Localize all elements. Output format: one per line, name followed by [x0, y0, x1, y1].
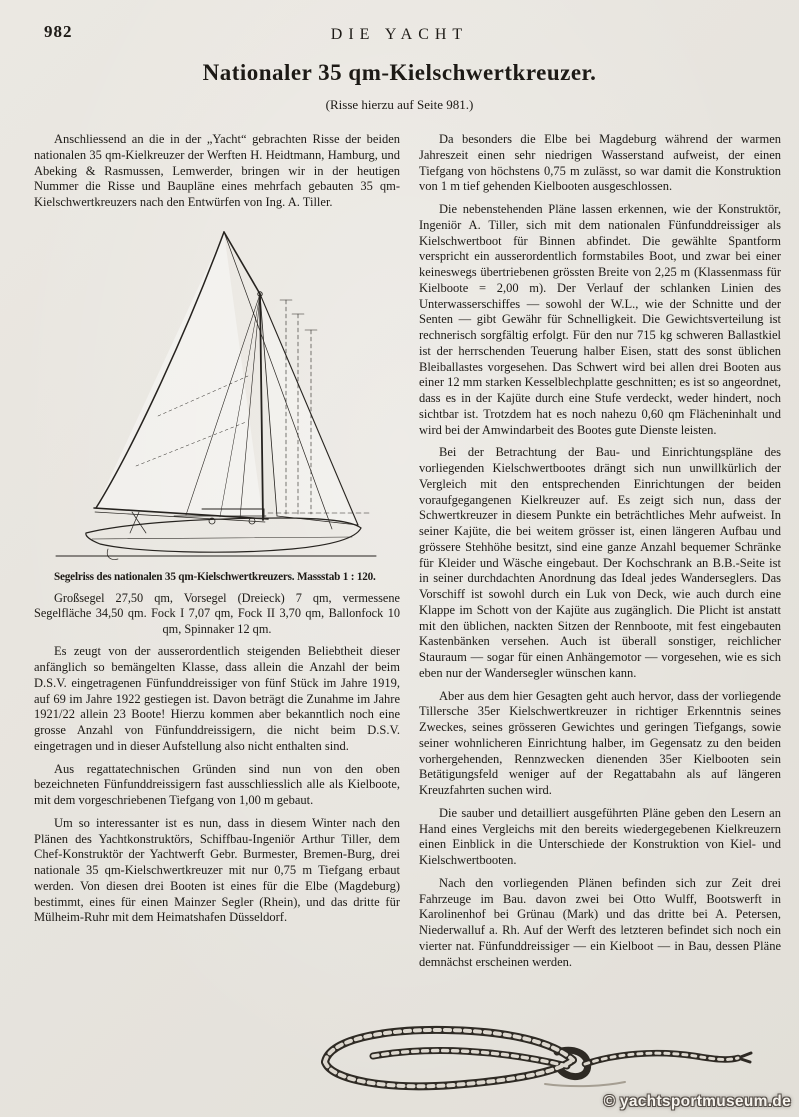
rope-knot-icon [295, 1022, 775, 1102]
sailplan-figure [34, 218, 400, 564]
sailplan-drawing-icon [34, 218, 400, 564]
body-paragraph: Die nebenstehenden Pläne lassen erkennen, wie der Konstruktör, Ingeniör A. Tiller, sich mit dem nationalen Fünfunddreissiger als Kielschwertboot für Binnen abfindet. Die gewählte Spantform verspricht ein ausserordentlich formstabiles Boot, und zwar bei einer keineswegs übertriebenen grössten Breite von 2,25 m (Klassenmass für Kielboote = 2,00 m). Der Verlauf der schlanken Linien des Unterwasserschiffes — sowohl der W.L., wie der Schnitte und der Senten — gibt Gewähr für Schnelligkeit. Die Gewichtsverteilung ist rechnerisch sorgfältig erfolgt. Für den nur 715 kg schweren Ballastkiel ist der herrschenden Teuerung halber Eisen, statt des sonst üblichen Bleiballastes vorgesehen. Das Schwert wird bei allen drei Booten aus einer 12 mm starken Kesselblechplatte geschnitten; es ist so angeordnet, dass es in der Kajüte durch eine Stufe verdeckt, weder hindert, noch sichtbar ist. Trotzdem hat es noch nahezu 0,60 qm Flächeninhalt und wird bei der Amwindarbeit des Bootes gute Dienste leisten. [419, 202, 781, 437]
body-paragraph: Aus regattatechnischen Gründen sind nun von den oben bezeichneten Fünfunddreissigern fast ausschliesslich alle als Kielboote, mit dem vorgeschriebenen Tiefgang von 1,00 m gebaut. [34, 761, 400, 808]
body-paragraph: Es zeugt von der ausserordentlich steigenden Beliebtheit dieser anfänglich so bemängelten Klasse, dass allein die Anzahl der beim D.S.V. eingetragenen Fünfunddreissiger von fünf Stück im Jahre 1919, auf 69 im Jahre 1922 gestiegen ist. Davon beträgt die Zunahme im Jahre 1921/22 allein 23 Boote! Hierzu kommen aber bekanntlich noch eine grosse Anzahl von Fünfunddreissigern, die nicht beim D.S.V. eingetragen und in dieser Aufstellung also nicht enthalten sind. [34, 644, 400, 753]
article-title: Nationaler 35 qm-Kielschwertkreuzer. [202, 60, 597, 85]
masthead-title: DIE YACHT [330, 26, 469, 43]
article-subtitle: (Risse hierzu auf Seite 981.) [325, 97, 474, 112]
watermark-credit: © yachtsportmuseum.de [603, 1093, 791, 1110]
body-paragraph: Aber aus dem hier Gesagten geht auch hervor, dass der vorliegende Tillersche 35er Kielschwertkreuzer in richtiger Erkenntnis seines Zweckes, seines grösseren Gewichtes und geringen Tiefgangs, sowie seiner wohnlicheren Einrichtung halber, im Gegensatz zu den beiden vorhergehenden, Rennzwecken dienenden 35er Kielbooten sein Betätigungsfeld weniger auf der Regattabahn als auf längeren Kreuzfahrten suchen wird. [419, 688, 781, 797]
body-paragraph: Nach den vorliegenden Plänen befinden sich zur Zeit drei Fahrzeuge im Bau. davon zwei bei Otto Wulff, Bootswerft in Karolinenhof bei Grünau (Mark) und das dritte bei A. Petersen, Niederwalluf a. Rh. Auf der Werft des letzteren befindet sich noch ein vierter nat. Fünfunddreissiger — ein Kielboot — in Bau, dessen Pläne demnächst erscheinen werden. [419, 875, 781, 969]
page-number: 982 [44, 22, 73, 41]
body-paragraph: Da besonders die Elbe bei Magdeburg während der warmen Jahreszeit einen sehr niedrigen Wasserstand aufweist, der einen Tiefgang von höchstens 0,75 m zulässt, so war damit die Konstruktion von 1 m tief gehenden Kielbooten ausgeschlossen. [419, 132, 781, 194]
left-column [34, 132, 400, 933]
right-column [419, 132, 781, 977]
body-paragraph: Bei der Betrachtung der Bau- und Einrichtungspläne des vorliegenden Kielschwertbootes drängt sich nun unwillkürlich der Vergleich mit den entsprechenden Einrichtungen der beiden voraufgegangenen Kielkreuzer auf. Es zeigt sich nun, dass der Schwertkreuzer in diesem Punkte ein beträchtliches Mehr aufweist. In seiner Kajüte, die bei weitem grösser ist, einen längeren Aufbau und grössere Stehhöhe besitzt, sind eine ganze Anzahl bequemer Schränke für Kleider und Wäsche eingebaut. Der Kochschrank an B.B.-Seite ist in seiner durchdachten Anordnung das Ideal jedes Wanderseglers. Das Vorschiff ist sowohl durch ein Luk von Deck, wie auch durch eine Klappe im Schott von der Kajüte aus zugänglich. Die Plicht ist anstatt mit den üblichen, nackten Sitzen der Rennboote, mit fest eingebauten Kastenbänken versehen. Auch ist überall sonstiger, reichlicher Stauraum — sogar für einen Anhängemotor — vorgesehen, wie es sich eben nur der Wandersegler wünschen kann. [419, 445, 781, 680]
figure-caption-detail: Großsegel 27,50 qm, Vorsegel (Dreieck) 7 qm, vermessene Segelfläche 34,50 qm. Fock I 7,07 qm, Fock II 3,70 qm, Ballonfock 10 qm, Spinnaker 12 qm. [34, 590, 400, 636]
body-paragraph: Anschliessend an die in der „Yacht“ gebrachten Risse der beiden nationalen 35 qm-Kielkreuzer der Werften H. Heidtmann, Hamburg, und Abeking & Rasmussen, Lemwerder, bringen wir in der heutigen Nummer die Risse und Baupläne eines mehrfach gebauten 35 qm-Kielschwertkreuzers nach den Entwürfen von Ing. A. Tiller. [34, 132, 400, 209]
figure-caption: Segelriss des nationalen 35 qm-Kielschwertkreuzers. Massstab 1 : 120. [54, 570, 376, 583]
body-paragraph: Die sauber und detailliert ausgeführten Pläne geben den Lesern an Hand eines Vergleichs mit den bereits wiedergegebenen Kielkreuzern einen Einblick in die Unterschiede der Konstruktion von Kiel- und Kielschwertbooten. [419, 805, 781, 867]
body-paragraph: Um so interessanter ist es nun, dass in diesem Winter nach den Plänen des Yachtkonstruktörs, Schiffbau-Ingeniör Arthur Tiller, dem Chef-Konstruktör der Yachtwerft Gebr. Burmester, Bremen-Burg, drei nationale 35 qm-Kielschwertkreuzer mit nur 0,75 m Tiefgang erbaut werden. Von diesen drei Booten ist eines für die Elbe (Magdeburg) bestimmt, eines für einen Mainzer Segler (Rhein), und das dritte für Mülheim-Ruhr mit dem Heimatshafen Düsseldorf. [34, 815, 400, 925]
